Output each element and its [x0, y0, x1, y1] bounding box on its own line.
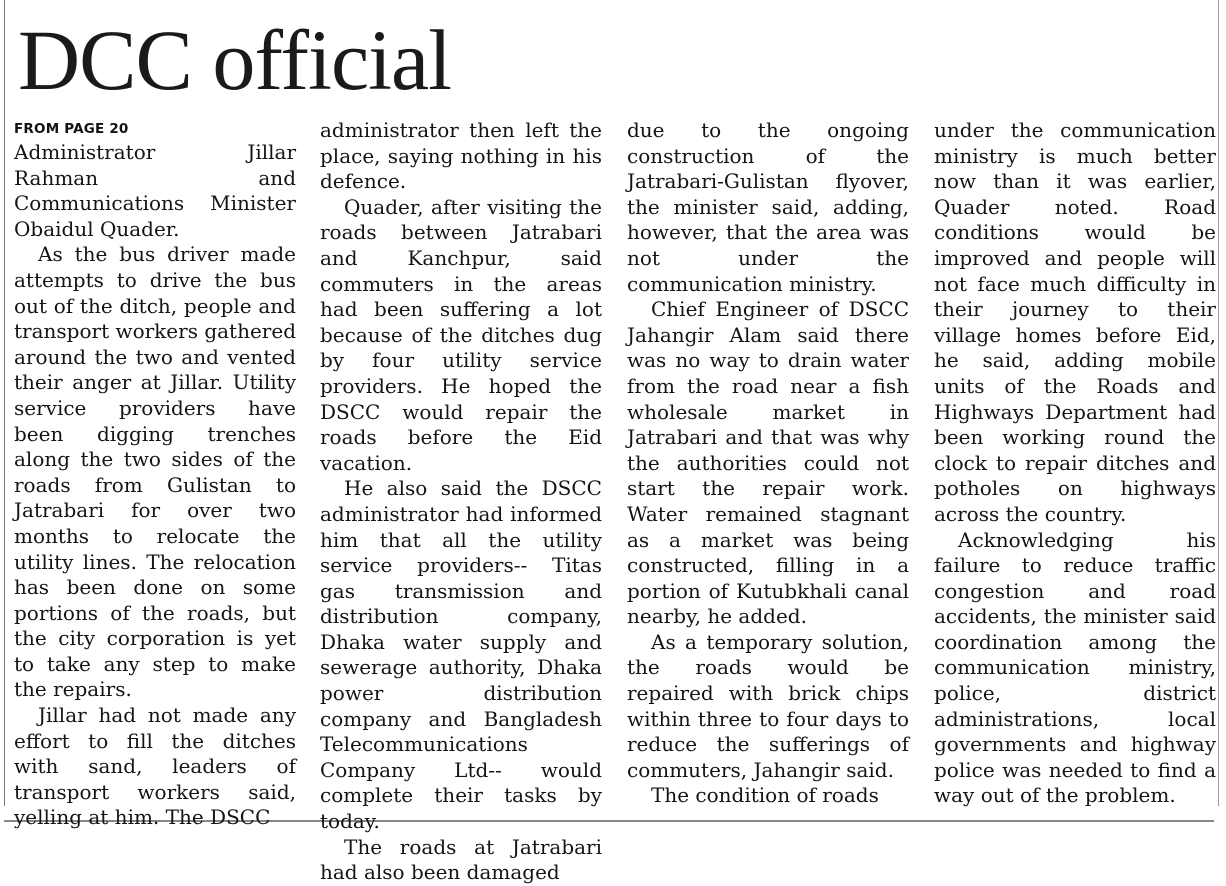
paragraph: due to the ongoing construction of the Jatrabari-Gulistan flyover, the minister said, adding, however, that the area was not under the communication ministry.: [627, 118, 909, 296]
article-column-1: [14, 118, 297, 830]
frame-right-rule: [1218, 0, 1219, 806]
paragraph: He also said the DSCC administrator had informed him that all the utility service providers-- Titas gas transmission and distribution company, Dhaka water supply and sewerage authority, Dhaka power distribution company and Bangladesh Telecommunications Company Ltd-- would complete their tasks by today.: [320, 476, 602, 834]
article-column-4: [934, 118, 1216, 808]
paragraph: Jillar had not made any effort to fill the ditches with sand, leaders of transport workers said, yelling at him. The DSCC: [14, 703, 296, 830]
continued-from-label: FROM PAGE 20: [14, 121, 129, 137]
frame-left-rule: [4, 0, 5, 806]
headline: DCC official: [18, 12, 452, 108]
paragraph: Acknowledging his failure to reduce traffic congestion and road accidents, the minister said coordination among the communication ministry, police, district administrations, local governments and highway police was needed to find a way out of the problem.: [934, 527, 1216, 808]
paragraph: The roads at Jatrabari had also been damaged: [320, 834, 602, 885]
paragraph: administrator then left the place, saying nothing in his defence.: [320, 118, 602, 194]
paragraph: As the bus driver made attempts to drive the bus out of the ditch, people and transport workers gathered around the two and vented their anger at Jillar. Utility service providers have been digging trenches along the two sides of the roads from Gulistan to Jatrabari for over two months to relocate the utility lines. The relocation has been done on some portions of the roads, but the city corporation is yet to take any step to make the repairs.: [14, 242, 297, 702]
paragraph: Chief Engineer of DSCC Jahangir Alam said there was no way to drain water from the road near a fish wholesale market in Jatrabari and that was why the authorities could not start the repair work. Water remained stagnant as a market was being constructed, filling in a portion of Kutubkhali canal nearby, he added.: [627, 297, 909, 629]
paragraph: under the communication ministry is much better now than it was earlier, Quader noted. Road conditions would be improved and people will not face much difficulty in their journey to their village homes before Eid, he said, adding mobile units of the Roads and Highways Department had been working round the clock to repair ditches and potholes on highways across the country.: [934, 118, 1216, 526]
article-column-3: [627, 118, 909, 808]
paragraph: The condition of roads: [651, 783, 879, 808]
paragraph: Administrator Jillar Rahman and Communications Minister Obaidul Quader.: [14, 140, 296, 241]
article-column-2: [320, 118, 602, 885]
paragraph: As a temporary solution, the roads would be repaired with brick chips within three to four days to reduce the sufferings of commuters, Jahangir said.: [627, 629, 909, 782]
paragraph: Quader, after visiting the roads between Jatrabari and Kanchpur, said commuters in the areas had been suffering a lot because of the ditches dug by four utility service providers. He hoped the DSCC would repair the roads before the Eid vacation.: [320, 194, 602, 475]
